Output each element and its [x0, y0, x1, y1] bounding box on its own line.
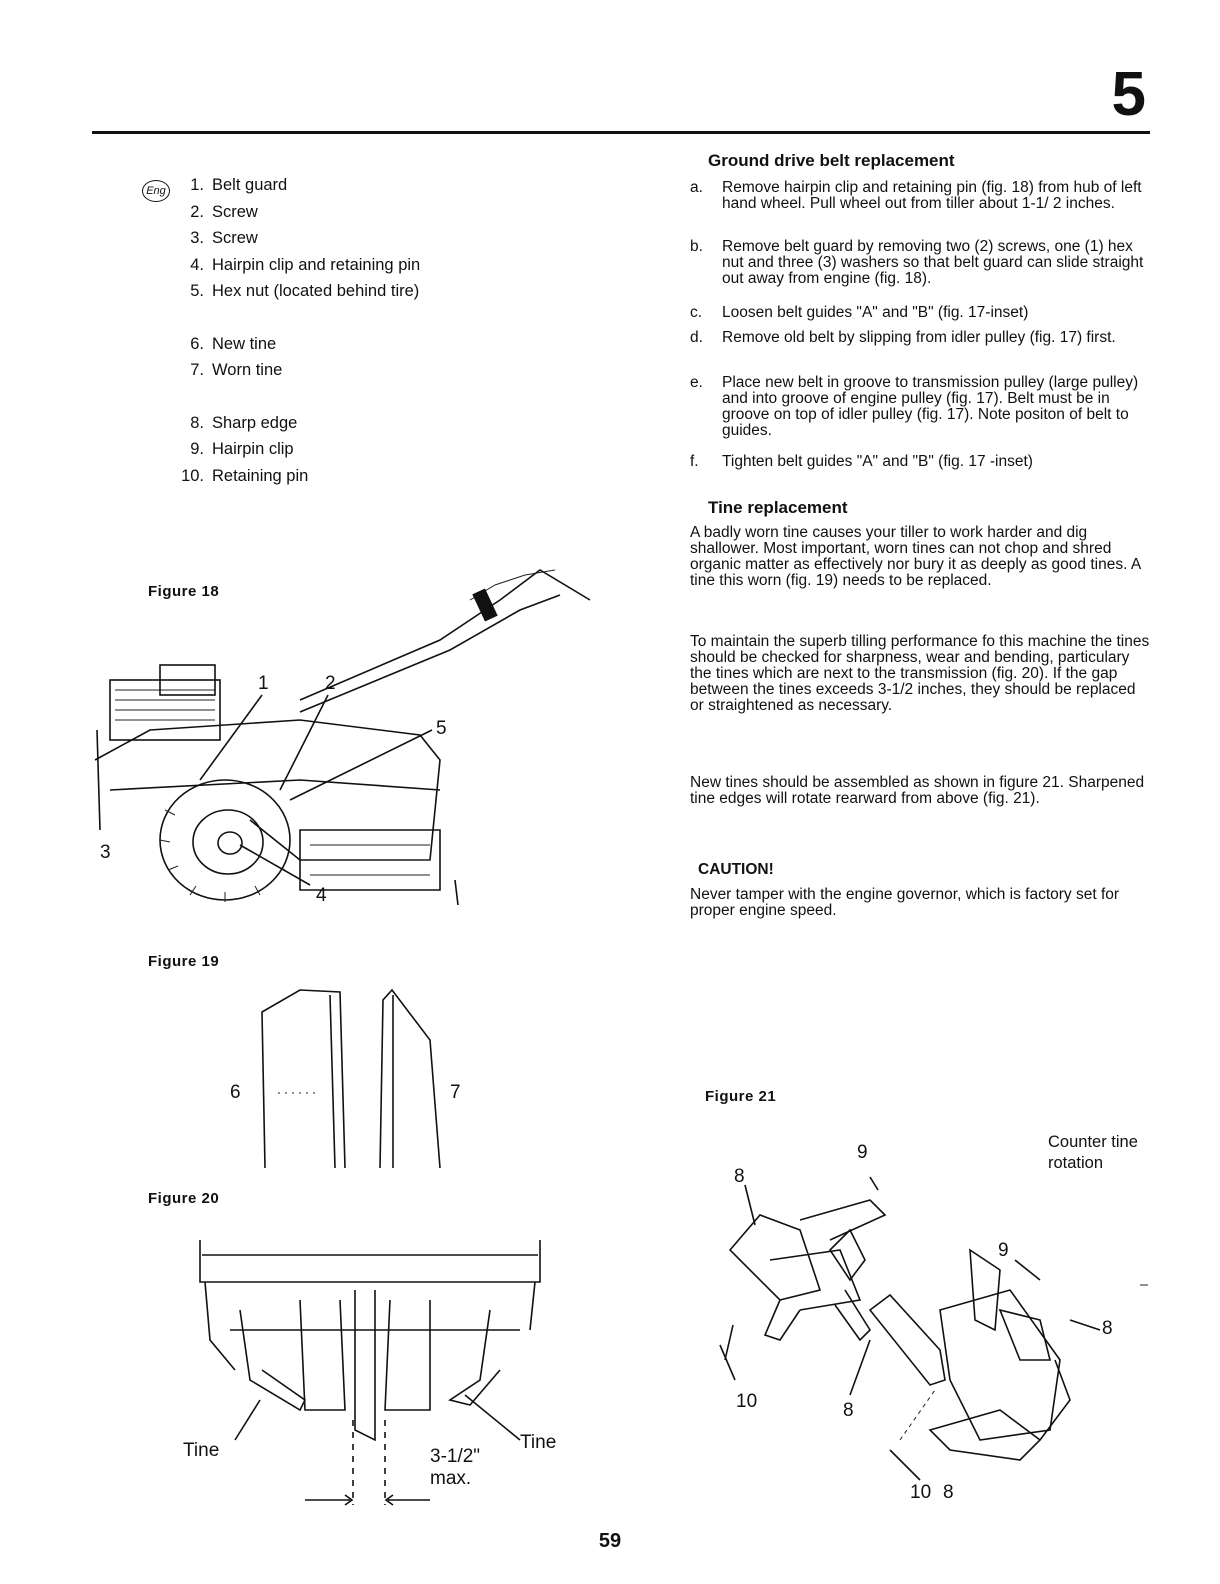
- tine-paragraph-2: To maintain the superb tilling performance fo this machine the tines should be checked for sharpness, wear and bending, particulary the tines which are next to the transmission (fig. 20). If the gap between the tines exceeds 3-1/2 inches, they should be replaced or straightened as necessary.: [690, 633, 1150, 714]
- tine-replacement-heading: Tine replacement: [708, 498, 848, 517]
- step-c: c. Loosen belt guides "A" and "B" (fig. 17-inset): [690, 304, 1029, 321]
- figure-18-callout-2: 2: [325, 673, 336, 694]
- figure-21-label: Figure 21: [705, 1088, 777, 1105]
- legend-item: 2. Screw: [190, 203, 258, 221]
- figure-21-callout-10a: 10: [736, 1391, 758, 1412]
- figure-19-callout-6: 6: [230, 1082, 241, 1103]
- figure-21-callout-9b: 9: [998, 1240, 1009, 1261]
- chapter-number: 5: [1111, 60, 1146, 129]
- figure-21-callout-8d: 8: [943, 1482, 954, 1503]
- tine-paragraph-3: New tines should be assembled as shown in figure 21. Sharpened tine edges will rotate rearward from above (fig. 21).: [690, 774, 1145, 807]
- figure-19-label: Figure 19: [148, 953, 220, 970]
- figure-21-rotation-note: Counter tine rotation: [1048, 1133, 1138, 1172]
- tine-paragraph-1: A badly worn tine causes your tiller to work harder and dig shallower. Most important, worn tines can not chop and shred organic matter as effectively nor bury it as deeply as good tines. A tine this worn (fig. 19) needs to be replaced.: [690, 524, 1141, 589]
- figure-18-callout-5: 5: [436, 718, 447, 739]
- caution-text: Never tamper with the engine governor, which is factory set for proper engine speed.: [690, 886, 1120, 919]
- figure-19-callout-7: 7: [450, 1082, 461, 1103]
- figure-20-gap-value: 3-1/2": [430, 1446, 481, 1467]
- step-d: d. Remove old belt by slipping from idler pulley (fig. 17) first.: [690, 329, 1116, 346]
- figure-18-callout-3: 3: [100, 842, 111, 863]
- figure-21-callout-10b: 10: [910, 1482, 932, 1503]
- figure-21-callout-8b: 8: [1102, 1318, 1113, 1339]
- legend-item: 6. New tine: [190, 335, 277, 353]
- figure-20-gap-suffix: max.: [430, 1468, 472, 1489]
- figure-18-label: Figure 18: [148, 583, 220, 600]
- figure-18-callout-4: 4: [316, 885, 327, 906]
- legend-item: 9. Hairpin clip: [190, 440, 294, 458]
- figure-20-tine-left-label: Tine: [183, 1440, 220, 1461]
- figure-21-callout-8a: 8: [734, 1166, 745, 1187]
- step-e: e. Place new belt in groove to transmission pulley (large pulley) and into groove of engine pulley (fig. 17). Belt must be in groove on top of idler pulley (fig. 17). Note positon of belt to guides.: [690, 374, 1139, 439]
- step-b: b. Remove belt guard by removing two (2) screws, one (1) hex nut and three (3) washers so that belt guard can slide straight out away from engine (fig. 18).: [690, 238, 1144, 287]
- figure-20-tine-right-label: Tine: [520, 1432, 557, 1453]
- caution-heading: CAUTION!: [698, 861, 774, 878]
- step-f: f. Tighten belt guides "A" and "B" (fig. 17 -inset): [690, 453, 1033, 470]
- language-badge: Eng: [142, 180, 170, 202]
- legend-item: 5. Hex nut (located behind tire): [190, 282, 420, 300]
- ground-drive-heading: Ground drive belt replacement: [708, 151, 955, 170]
- figure-21-callout-8c: 8: [843, 1400, 854, 1421]
- legend-item: 8. Sharp edge: [190, 414, 298, 432]
- legend-item: 10. Retaining pin: [181, 467, 309, 485]
- legend-item: 4. Hairpin clip and retaining pin: [190, 256, 421, 274]
- figure-18-callout-1: 1: [258, 673, 269, 694]
- page-number: 59: [598, 1530, 622, 1552]
- legend-item: 3. Screw: [190, 229, 258, 247]
- figure-21-callout-9a: 9: [857, 1142, 868, 1163]
- legend-item: 7. Worn tine: [190, 361, 283, 379]
- step-a: a. Remove hairpin clip and retaining pin (fig. 18) from hub of left hand wheel. Pull wheel out from tiller about 1-1/ 2 inches.: [690, 179, 1142, 212]
- figure-20-label: Figure 20: [148, 1190, 220, 1207]
- legend-item: 1. Belt guard: [190, 176, 288, 194]
